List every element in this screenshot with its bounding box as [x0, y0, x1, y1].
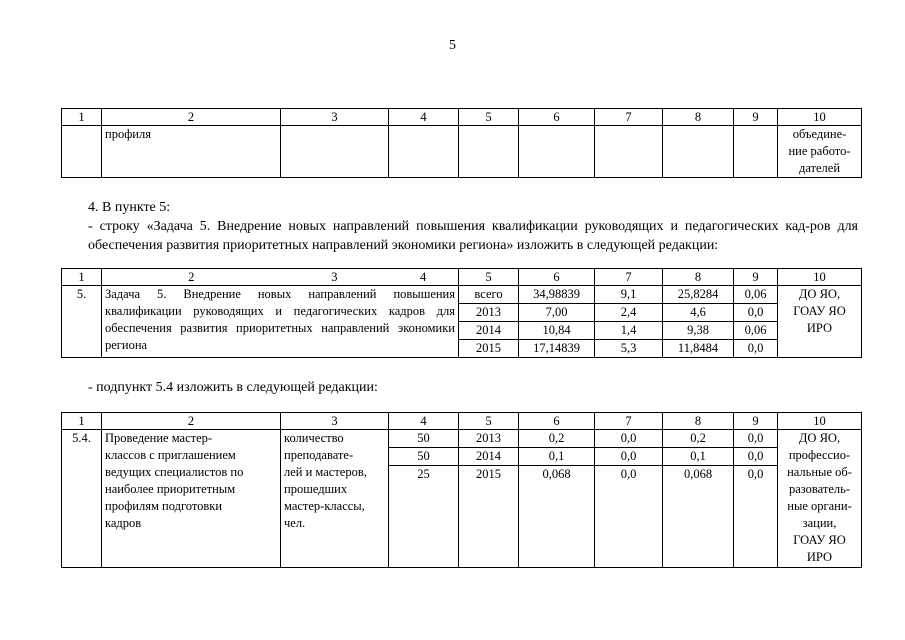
header-cell: 6 — [519, 269, 595, 286]
table-cell — [663, 126, 734, 178]
header-cell: 7 — [595, 269, 663, 286]
table-continuation — [61, 108, 862, 178]
year-cell: 2015 — [459, 340, 519, 358]
table-cell — [734, 126, 778, 178]
cell-line: профессио- — [788, 448, 851, 462]
value-cell: 9,38 — [663, 322, 734, 340]
table-cell — [389, 126, 459, 178]
value-cell: 0,0 — [734, 340, 778, 358]
cell-line: количество — [284, 431, 344, 445]
cell-line: мастер-классы, — [284, 499, 365, 513]
cell-line: дателей — [798, 161, 841, 175]
value-cell: 10,84 — [519, 322, 595, 340]
value-cell: 11,8484 — [663, 340, 734, 358]
table-cell — [595, 126, 663, 178]
header-cell: 10 — [778, 269, 862, 286]
header-cell: 10 — [778, 109, 862, 126]
header-cell: 8 — [663, 109, 734, 126]
year-cell: 2013 — [459, 304, 519, 322]
header-cell: 6 — [519, 413, 595, 430]
header-cell: 7 — [595, 413, 663, 430]
header-cell: 1 — [62, 269, 102, 286]
header-cell-2: 2 — [188, 270, 195, 284]
year-cell: всего — [459, 286, 519, 304]
cell-line: лей и мастеров, — [284, 465, 367, 479]
year-cell: 2015 — [459, 466, 519, 568]
header-cell: 10 — [778, 413, 862, 430]
cell-line: зации, — [802, 516, 837, 530]
cell-line: наиболее приоритетным — [105, 482, 236, 496]
responsible-cell — [778, 430, 862, 568]
value-cell: 0,2 — [519, 430, 595, 448]
header-cell: 9 — [734, 269, 778, 286]
table-cell — [281, 126, 389, 178]
header-cell: 8 — [663, 413, 734, 430]
value-cell: 0,0 — [595, 466, 663, 568]
value-cell: 7,00 — [519, 304, 595, 322]
table-cell — [459, 126, 519, 178]
header-cell: 6 — [519, 109, 595, 126]
value-cell: 1,4 — [595, 322, 663, 340]
header-cell — [102, 269, 459, 286]
cell-line: объедине- — [792, 127, 847, 141]
cell-line: нальные об- — [787, 465, 852, 479]
header-cell: 2 — [102, 109, 281, 126]
header-cell: 9 — [734, 413, 778, 430]
paragraph-task-5: - строку «Задача 5. Внедрение новых направлений повышения квалификации руководящих и педагогических кад-ров для обеспечения развития приоритетных направлений экономики региона» изложить в следующей редакции: — [88, 219, 858, 253]
header-cell: 1 — [62, 109, 102, 126]
header-cell-3: 3 — [331, 270, 338, 284]
cell-line: разователь- — [789, 482, 850, 496]
table-row — [62, 286, 862, 304]
cell-line: ГОАУ ЯО — [793, 304, 846, 318]
table-cell — [62, 126, 102, 178]
value-cell: 50 — [389, 448, 459, 466]
page-number: 5 — [449, 38, 456, 53]
table-row — [62, 430, 862, 448]
value-cell: 0,1 — [519, 448, 595, 466]
cell-line: ИРО — [806, 550, 833, 564]
cell-line: ГОАУ ЯО — [793, 533, 846, 547]
header-cell: 5 — [459, 109, 519, 126]
cell-line: профилям подготовки — [105, 499, 223, 513]
header-cell: 8 — [663, 269, 734, 286]
cell-line: ДО ЯО, — [798, 287, 841, 301]
cell-line: ные органи- — [787, 499, 852, 513]
responsible-cell — [778, 286, 862, 358]
cell-line: Проведение мастер- — [105, 431, 213, 445]
year-cell: 2013 — [459, 430, 519, 448]
value-cell: 25,8284 — [663, 286, 734, 304]
value-cell: 34,98839 — [519, 286, 595, 304]
cell-line: ДО ЯО, — [798, 431, 841, 445]
cell-line: кадров — [105, 516, 142, 530]
value-cell: 17,14839 — [519, 340, 595, 358]
table-cell: профиля — [102, 126, 281, 178]
cell-line: классов с приглашением — [105, 448, 236, 462]
paragraph-subitem-5-4: - подпункт 5.4 изложить в следующей редакции: — [88, 380, 378, 395]
header-cell: 7 — [595, 109, 663, 126]
row-number: 5.4. — [62, 430, 102, 568]
cell-line: чел. — [284, 516, 306, 530]
table-header-row — [62, 413, 862, 430]
value-cell: 25 — [389, 466, 459, 568]
value-cell: 0,06 — [734, 286, 778, 304]
value-cell: 0,2 — [663, 430, 734, 448]
value-cell: 5,3 — [595, 340, 663, 358]
value-cell: 0,0 — [734, 448, 778, 466]
header-cell: 3 — [281, 109, 389, 126]
task-title-cell: Задача 5. Внедрение новых направлений повышения квалификации руководящих и педагогических кадров для обеспечения развития приоритетных направлений экономики региона — [102, 286, 459, 358]
value-cell: 0,0 — [734, 304, 778, 322]
header-cell: 4 — [389, 413, 459, 430]
table-header-row — [62, 269, 862, 286]
responsible-cell — [778, 126, 862, 178]
table-subitem-5-4 — [61, 412, 862, 568]
activity-cell — [102, 430, 281, 568]
header-cell: 4 — [389, 109, 459, 126]
value-cell: 4,6 — [663, 304, 734, 322]
value-cell: 2,4 — [595, 304, 663, 322]
header-cell: 3 — [281, 413, 389, 430]
value-cell: 0,068 — [519, 466, 595, 568]
value-cell: 0,06 — [734, 322, 778, 340]
year-cell: 2014 — [459, 448, 519, 466]
value-cell: 50 — [389, 430, 459, 448]
value-cell: 9,1 — [595, 286, 663, 304]
table-row — [62, 126, 862, 178]
cell-line: ИРО — [806, 321, 833, 335]
header-cell: 5 — [459, 413, 519, 430]
header-cell-4: 4 — [419, 270, 427, 284]
header-cell: 9 — [734, 109, 778, 126]
value-cell: 0,0 — [734, 466, 778, 568]
value-cell: 0,0 — [595, 448, 663, 466]
table-task-5 — [61, 268, 862, 358]
cell-line: прошедших — [284, 482, 348, 496]
year-cell: 2014 — [459, 322, 519, 340]
cell-line: ние работо- — [788, 144, 851, 158]
value-cell: 0,1 — [663, 448, 734, 466]
cell-line: ведущих специалистов по — [105, 465, 244, 479]
value-cell: 0,0 — [734, 430, 778, 448]
header-cell: 2 — [102, 413, 281, 430]
value-cell: 0,068 — [663, 466, 734, 568]
header-cell: 5 — [459, 269, 519, 286]
header-cell: 1 — [62, 413, 102, 430]
table-cell — [519, 126, 595, 178]
paragraph-item-4: 4. В пункте 5: — [88, 200, 171, 215]
cell-line: преподавате- — [284, 448, 354, 462]
indicator-cell — [281, 430, 389, 568]
row-number: 5. — [62, 286, 102, 358]
value-cell: 0,0 — [595, 430, 663, 448]
table-header-row — [62, 109, 862, 126]
